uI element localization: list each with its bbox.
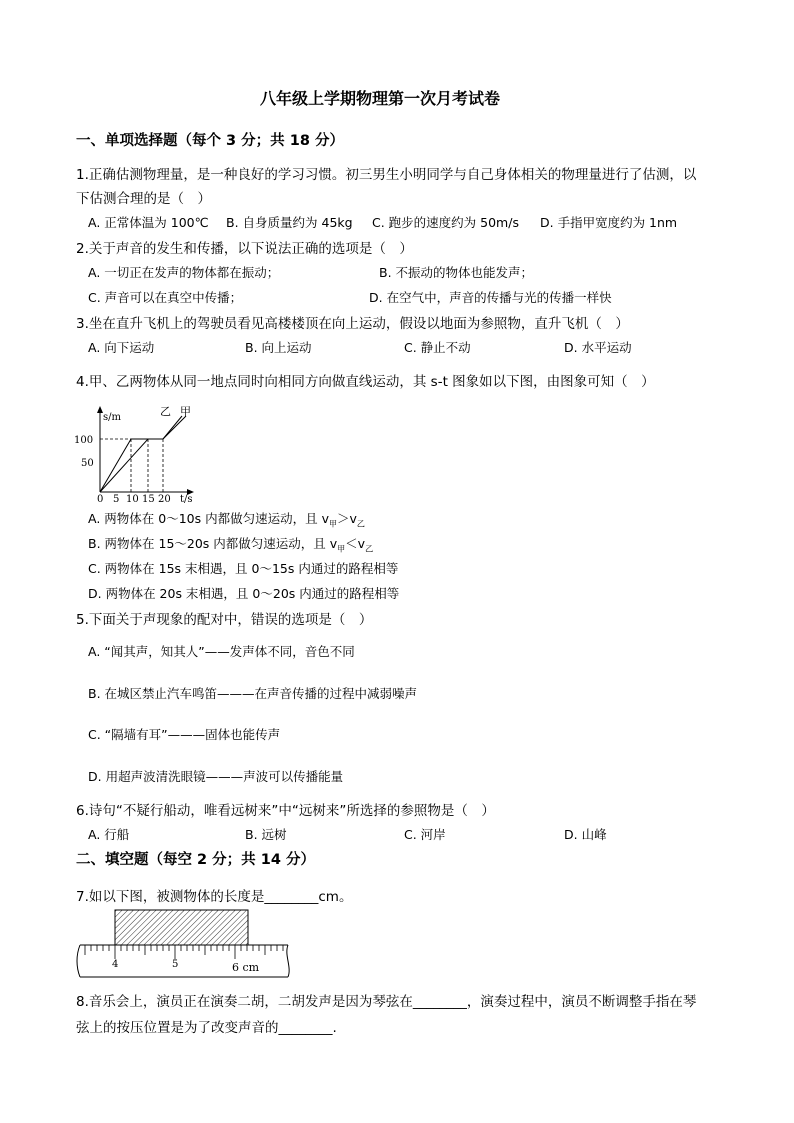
- ruler-ticks: [85, 945, 283, 959]
- x-tick-0: 0: [97, 494, 104, 504]
- question-2-option-c: C. 声音可以在真空中传播；: [88, 290, 243, 305]
- x-tick-10: 10: [126, 494, 139, 504]
- question-5-option-a: A. “闻其声，知其人”——发声体不同，音色不同: [88, 644, 355, 659]
- question-8-line1: 8.音乐会上，演员正在演奏二胡，二胡发声是因为琴弦在________，演奏过程中，演员不断调整手指在琴: [76, 994, 697, 1010]
- line-yi: [100, 416, 182, 492]
- question-5-option-b: B. 在城区禁止汽车鸣笛———在声音传播的过程中减弱噪声: [88, 686, 418, 701]
- question-3-stem: 3.坐在直升飞机上的驾驶员看见高楼楼顶在向上运动，假设以地面为参照物，直升飞机（ ）: [76, 316, 629, 332]
- question-1-option-c: C. 跑步的速度约为 50m/s: [372, 215, 519, 230]
- question-1-stem-line1: 1.正确估测物理量，是一种良好的学习习惯。初三男生小明同学与自己身体相关的物理量进行了估测，以: [76, 167, 697, 183]
- measured-object: [115, 910, 248, 945]
- ruler-right-break: [287, 945, 289, 977]
- question-1-stem-line2: 下估测合理的是（ ）: [76, 191, 211, 207]
- question-1-option-d: D. 手指甲宽度约为 1nm: [540, 215, 678, 230]
- question-1-option-b: B. 自身质量约为 45kg: [226, 215, 353, 230]
- question-6-stem: 6.诗句“不疑行船动，唯看远树来”中“远树来”所选择的参照物是（ ）: [76, 803, 495, 819]
- question-7-stem: 7.如以下图，被测物体的长度是________cm。: [76, 889, 353, 905]
- y-tick-50: 50: [81, 458, 94, 469]
- x-axis-label: t/s: [180, 494, 193, 504]
- question-5-option-d: D. 用超声波清洗眼镜———声波可以传播能量: [88, 769, 344, 784]
- question-5-stem: 5.下面关于声现象的配对中，错误的选项是（ ）: [76, 612, 373, 628]
- x-tick-15: 15: [142, 494, 155, 504]
- question-2-stem: 2.关于声音的发生和传播，以下说法正确的选项是（ ）: [76, 241, 413, 257]
- question-4-option-c: C. 两物体在 15s 末相遇，且 0～15s 内通过的路程相等: [88, 561, 399, 576]
- question-4-stem: 4.甲、乙两物体从同一地点同时向相同方向做直线运动，其 s-t 图象如以下图，由图象可知（ ）: [76, 374, 655, 390]
- question-6-option-a: A. 行船: [88, 827, 130, 842]
- question-4-option-d: D. 两物体在 20s 末相遇，且 0～20s 内通过的路程相等: [88, 586, 400, 601]
- section-heading-fill: 二、填空题（每空 2 分；共 14 分）: [76, 852, 315, 868]
- ruler-label-5: 5: [172, 959, 179, 970]
- ruler-label-6: 6 cm: [232, 961, 260, 974]
- ruler-left-break: [77, 945, 80, 977]
- question-8-line2: 弦上的按压位置是为了改变声音的________.: [76, 1020, 337, 1036]
- y-axis-label: s/m: [103, 412, 121, 423]
- question-3-option-c: C. 静止不动: [404, 340, 471, 355]
- question-3-option-b: B. 向上运动: [245, 340, 312, 355]
- x-tick-20: 20: [158, 494, 171, 504]
- question-3-option-a: A. 向下运动: [88, 340, 155, 355]
- question-5-option-c: C. “隔墙有耳”———固体也能传声: [88, 727, 281, 742]
- series-label-jia: 甲: [180, 405, 191, 418]
- question-1-option-a: A. 正常体温为 100℃: [88, 215, 209, 230]
- question-4-option-b: B. 两物体在 15～20s 内都做匀速运动，且 $v_甲<v_乙$: [88, 536, 374, 554]
- series-label-yi: 乙: [160, 405, 171, 418]
- x-tick-5: 5: [113, 494, 120, 504]
- question-6-option-b: B. 远树: [245, 827, 287, 842]
- question-3-option-d: D. 水平运动: [564, 340, 632, 355]
- question-6-option-d: D. 山峰: [564, 827, 607, 842]
- page-title: 八年级上学期物理第一次月考试卷: [260, 89, 501, 108]
- question-2-option-b: B. 不振动的物体也能发声；: [379, 265, 534, 280]
- ruler-label-4: 4: [112, 959, 119, 970]
- question-2-option-d: D. 在空气中，声音的传播与光的传播一样快: [369, 290, 612, 305]
- y-tick-100: 100: [74, 435, 94, 446]
- question-2-option-a: A. 一切正在发声的物体都在振动；: [88, 265, 280, 280]
- section-heading-choice: 一、单项选择题（每个 3 分；共 18 分）: [76, 133, 344, 149]
- question-4-option-a: A. 两物体在 0～10s 内都做匀速运动，且 $v_甲>v_乙$: [88, 511, 365, 529]
- st-graph: [70, 398, 210, 504]
- ruler-figure: [76, 905, 292, 981]
- question-6-option-c: C. 河岸: [404, 827, 446, 842]
